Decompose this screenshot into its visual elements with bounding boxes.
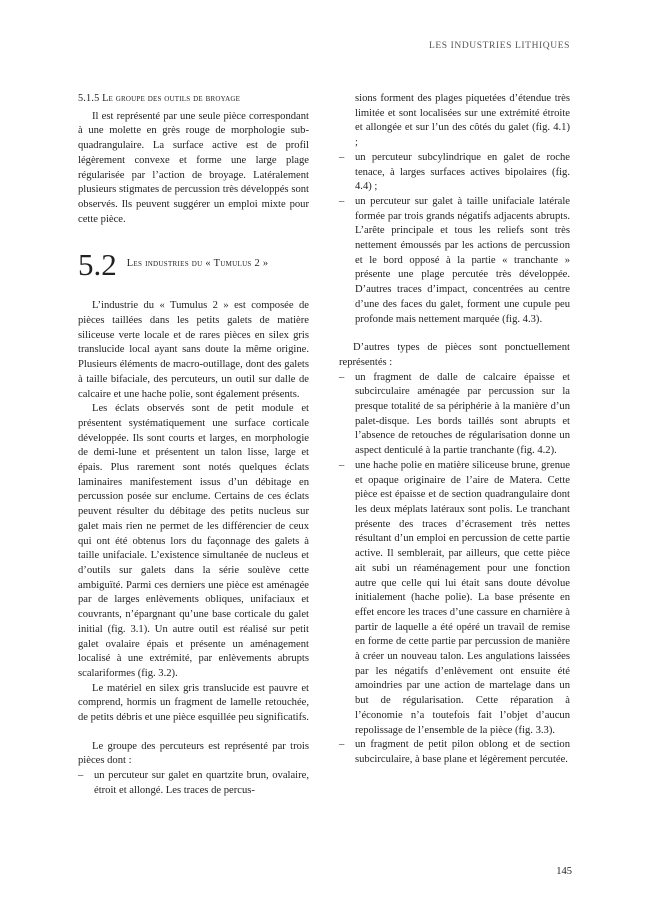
paragraph-grinding-tools: Il est représenté par une seule pièce correspondant à une molette en grès rouge de morphologie sub-quadrangulaire. La surface active est de profil légèrement convexe et forme une large plage régularisée par l’action de broyage. Latéralement plusieurs stigmates de percussion très développés sont observés. Ils peuvent suggérer un emploi mixte pour cette pièce. bbox=[78, 110, 309, 225]
subsection-heading: 5.1.5 Le groupe des outils de broyage bbox=[78, 93, 241, 104]
other-pieces-list bbox=[339, 371, 570, 768]
paragraph-hammerstones: Le groupe des percuteurs est représenté par trois pièces dont : bbox=[78, 740, 309, 767]
paragraph-industry-intro: L’industrie du « Tumulus 2 » est composée de pièces taillées dans les petits galets de matière siliceuse verte locale et de rares pièces en silex gris translucide local ayant sans doute la même origine. Plusieurs éléments de macro-outillage, dont des galets à taille bifaciale, des percuteurs, un outil sur dalle de calcaire et une hache polie, sont également présents. bbox=[78, 300, 309, 400]
paragraph-other-pieces: D’autres types de pièces sont ponctuellement représentés : bbox=[339, 342, 570, 368]
left-column bbox=[78, 92, 309, 799]
list-item: – un fragment de dalle de calcaire épaisse et subcirculaire aménagée par percussion sur la presque totalité de sa périphérie à la manière d’un palet-disque. Les bords taillés sont abrupts et l’absence de retouches de régularisation donne un aspect denticulé à la partie tranchante (fig. 4.2). bbox=[339, 371, 570, 457]
list-item: – un percuteur sur galet à taille unifaciale latérale formée par trois grands négatifs adjacents abrupts. L’arête principale et tous les reliefs sont très nettement émoussés par les actions de percussion et le bord opposé à la partie « tranchante » présente une plage percutée très développée. D’autres traces d’impact, concentrées au centre d’une des faces du galet, forment une cupule peu profonde mais nettement marquée (fig. 4.3). bbox=[339, 195, 570, 325]
paragraph-flint: Le matériel en silex gris translucide est pauvre et comprend, hormis un fragment de lamelle retouchée, de petits débris et une pièce esquillée peu significatifs. bbox=[78, 682, 309, 724]
section-title: Les industries du « Tumulus 2 » bbox=[126, 258, 269, 270]
list-item: – un percuteur subcylindrique en galet de roche tenace, à larges surfaces actives bipolaires (fig. 4.4) ; bbox=[339, 151, 570, 193]
section-number: 5.2 bbox=[78, 247, 117, 283]
list-item: – une hache polie en matière siliceuse brune, grenue et opaque originaire de l’aire de Matera. Cette pièce est épaisse et de section quadrangulaire dont les deux méplats latéraux sont polis. Le tranchant présente des traces d’écrasement très nettes résultant d’un emploi en percussion de cette partie active. Il semblerait, par ailleurs, que cette pièce ait subi un réaménagement pour une fonction autre que celle qui lui était sans doute dévolue initialement (hache polie). La base présente en effet encore les traces d’une cassure en charnière à partir de laquelle a été opéré un travail de remise en forme de cette partie par percussion de manière à créer un nouveau talon. Les angulations laissées par les négatifs d’enlèvement ont ensuite été amoindries par une action de martelage dans un but de régularisation. Cette réparation à l’économie n’a toutefois fait l’objet d’aucun repolissage de l’ensemble de la pièce (fig. 3.3). bbox=[339, 459, 570, 736]
page-number: 145 bbox=[556, 866, 572, 877]
right-column bbox=[339, 92, 570, 768]
list-item-continued: sions forment des plages piquetées d’étendue très limitée et sont localisées sur une extrémité étroite et allongée et sur l’un des côtés du galet (fig. 4.1) ; bbox=[355, 93, 570, 149]
running-header: LES INDUSTRIES LITHIQUES bbox=[428, 41, 570, 51]
hammerstone-list-cont bbox=[339, 92, 570, 327]
section-heading bbox=[78, 249, 309, 281]
paragraph-flakes: Les éclats observés sont de petit module et présentent systématiquement une surface corticale développée. Ils sont courts et larges, en morphologie de demi-lune et présentent un talon lisse, large et épais. Plus rarement sont notés quelques éclats laminaires manifestement issus d’un débitage en percussion posée sur enclume. Certains de ces éclats peuvent résulter du débitage des petits nucleus sur galet mais rien ne permet de les différencier de ceux qui ont été obtenus lors du façonnage des galets à taille unifaciale. L’existence simultanée de nucleus et d’outils sur galets dans la série soulève cette ambiguïté. Parmi ces derniers une pièce est aménagée par de larges enlèvements obliques, unifaciaux et couvrants, n’épargnant qu’une base corticale du galet initial (fig. 3.1). Un autre outil est réalisé sur petit galet ovalaire épais et présente un aménagement localisé à une extrémité, par enlèvements abrupts scalariformes (fig. 3.2). bbox=[78, 403, 309, 679]
list-item: – un percuteur sur galet en quartzite brun, ovalaire, étroit et allongé. Les traces de percus- bbox=[78, 770, 309, 796]
hammerstone-list bbox=[78, 769, 309, 798]
list-item: – un fragment de petit pilon oblong et de section subcirculaire, à base plane et légèrement percutée. bbox=[339, 739, 570, 765]
